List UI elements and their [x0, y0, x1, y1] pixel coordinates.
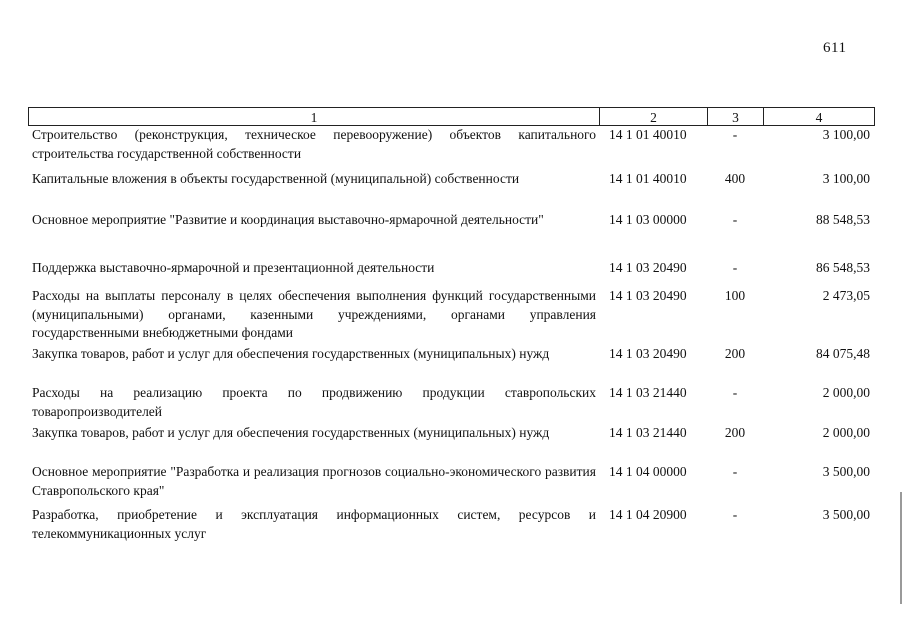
row-description: Разработка, приобретение и эксплуатация информационных систем, ресурсов и телекоммуникационных услуг: [32, 507, 596, 541]
row-amount: 2 473,05: [822, 288, 870, 303]
table-header: [28, 107, 875, 126]
row-description: Основное мероприятие "Развитие и координация выставочно-ярмарочной деятельности": [32, 212, 544, 227]
row-amount: 2 000,00: [822, 425, 870, 440]
row-code: 14 1 01 40010: [609, 171, 687, 186]
row-amount: 3 100,00: [822, 171, 870, 186]
scan-edge-mark: [900, 492, 902, 604]
row-expense-type: 400: [724, 171, 746, 186]
row-description: Капитальные вложения в объекты государственной (муниципальной) собственности: [32, 171, 520, 186]
column-header-4: 4: [815, 110, 823, 125]
row-code: 14 1 03 00000: [609, 212, 687, 227]
row-expense-type: 200: [724, 425, 746, 440]
row-expense-type: -: [732, 127, 738, 142]
row-expense-type: 100: [724, 288, 746, 303]
row-expense-type: -: [732, 507, 738, 522]
row-amount: 3 100,00: [822, 127, 870, 142]
row-expense-type: -: [732, 385, 738, 400]
row-code: 14 1 01 40010: [609, 127, 687, 142]
row-description: Расходы на реализацию проекта по продвижению продукции ставропольских товаропроизводителей: [32, 385, 596, 419]
row-code: 14 1 03 20490: [609, 288, 687, 303]
column-header-2: 2: [600, 108, 708, 125]
row-description: Расходы на выплаты персоналу в целях обеспечения выполнения функций государственными (муниципальными) органами, казенными учреждениями, органами управления государственными внебюджетными фондами: [32, 288, 596, 340]
row-code: 14 1 04 00000: [609, 464, 687, 479]
row-code: 14 1 03 20490: [609, 260, 687, 275]
row-expense-type: -: [732, 464, 738, 479]
row-expense-type: -: [732, 260, 738, 275]
row-amount: 2 000,00: [822, 385, 870, 400]
row-description: Закупка товаров, работ и услуг для обеспечения государственных (муниципальных) нужд: [32, 346, 550, 361]
row-description: Поддержка выставочно-ярмарочной и презентационной деятельности: [32, 260, 435, 275]
row-amount: 88 548,53: [816, 212, 870, 227]
row-description: Строительство (реконструкция, техническое перевооружение) объектов капитального строительства государственной собственности: [32, 127, 596, 161]
column-header-1: 1: [29, 108, 600, 125]
column-header-3: 3: [708, 108, 764, 125]
row-expense-type: 200: [724, 346, 746, 361]
row-code: 14 1 04 20900: [609, 507, 687, 522]
row-code: 14 1 03 21440: [609, 385, 687, 400]
row-expense-type: -: [732, 212, 738, 227]
row-amount: 84 075,48: [816, 346, 870, 361]
row-description: Основное мероприятие "Разработка и реализация прогнозов социально-экономического развития Ставропольского края": [32, 464, 596, 498]
row-code: 14 1 03 21440: [609, 425, 687, 440]
row-code: 14 1 03 20490: [609, 346, 687, 361]
row-amount: 3 500,00: [822, 507, 870, 522]
row-amount: 86 548,53: [816, 260, 870, 275]
page-number: 611: [823, 40, 847, 56]
row-amount: 3 500,00: [822, 464, 870, 479]
row-description: Закупка товаров, работ и услуг для обеспечения государственных (муниципальных) нужд: [32, 425, 550, 440]
